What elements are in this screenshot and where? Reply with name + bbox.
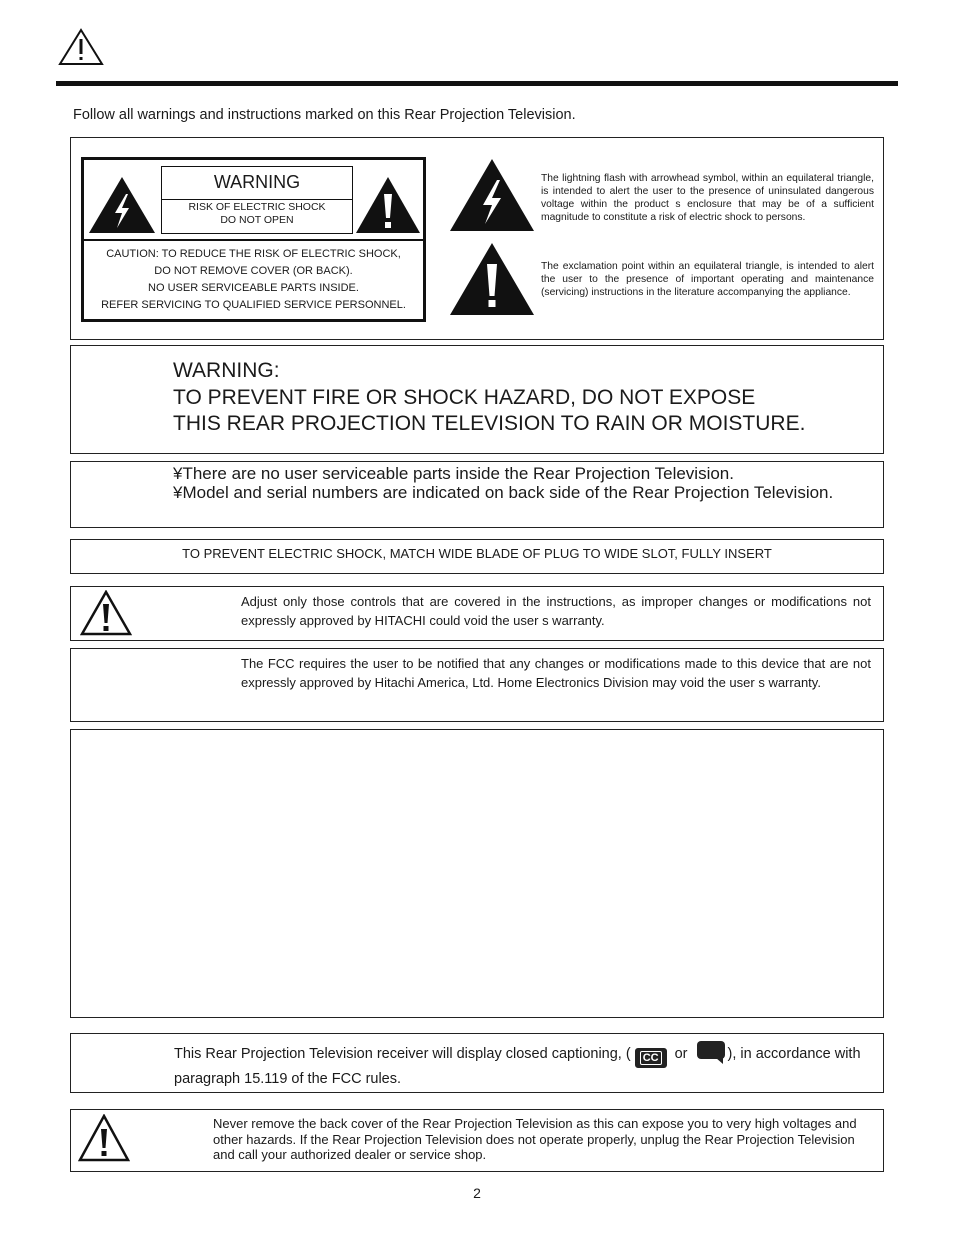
cc-icon-label: CC [640,1051,662,1065]
label-caption [84,246,423,314]
plug-box [70,539,884,574]
warning-box [161,166,353,234]
cc-text-before: This Rear Projection Television receiver will display closed captioning, ( [174,1046,631,1062]
cc-text-after: ), in accordance with paragraph 15.119 of the FCC rules. [174,1046,861,1087]
blank-box [70,729,884,1018]
label-divider [84,239,423,241]
header-rule [56,81,898,86]
closed-caption-text [174,1040,874,1089]
cc-icon [635,1048,667,1068]
back-cover-text: Never remove the back cover of the Rear Projection Television as this can expose you to very high voltages and other hazards. If the Rear Projection Television does not operate properly, unplug the Rear Projection Television and call your authorized dealer or service shop. [213,1116,857,1162]
adjust-text: Adjust only those controls that are covered in the instructions, as improper changes or modifications not expressly approved by HITACHI could void the user s warranty. [241,594,871,628]
caption-line: NO USER SERVICEABLE PARTS INSIDE. [148,282,359,294]
lightning-symbol-icon [449,158,535,232]
note-item: ¥There are no user serviceable parts inside the Rear Projection Television. [173,464,734,483]
notes-list [173,465,863,502]
warning-title: WARNING [162,167,352,200]
back-cover-warning-icon [78,1114,130,1162]
fcc-text: The FCC requires the user to be notified that any changes or modifications made to this device that are not expressly approved by Hitachi America, Ltd. Home Electronics Division may void the user s warranty. [241,656,871,690]
lightning-triangle-icon [88,176,156,234]
note-item: ¥Model and serial numbers are indicated on back side of the Rear Projection Television. [173,482,834,502]
warning-sub-line: RISK OF ELECTRIC SHOCK [188,201,326,213]
warning-subtitle [162,201,352,227]
warning-heading: WARNING: [173,359,280,382]
moisture-warning [173,358,805,438]
caption-line: CAUTION: TO REDUCE THE RISK OF ELECTRIC SHOCK, [106,248,401,260]
cc-text-or: or [670,1046,692,1062]
exclamation-symbol-icon [449,242,535,316]
exclamation-description: The exclamation point within an equilateral triangle, is intended to alert the user to the presence of important operating and maintenance (servicing) instructions in the literature accompanying the appliance. [541,261,874,298]
header-warning-icon [58,28,104,66]
speech-bubble-icon [696,1040,726,1070]
exclamation-triangle-icon [355,176,421,234]
caption-line: REFER SERVICING TO QUALIFIED SERVICE PERSONNEL. [101,299,406,311]
plug-warning: TO PREVENT ELECTRIC SHOCK, MATCH WIDE BLADE OF PLUG TO WIDE SLOT, FULLY INSERT [182,546,772,561]
page-number: 2 [473,1185,481,1201]
warning-line: THIS REAR PROJECTION TELEVISION TO RAIN OR MOISTURE. [173,412,806,435]
warning-line: TO PREVENT FIRE OR SHOCK HAZARD, DO NOT EXPOSE [173,385,756,409]
lightning-description: The lightning flash with arrowhead symbol, within an equilateral triangle, is intended to alert the user to the presence of uninsulated dangerous voltage within the product s enclosure that may be of a sufficient magnitude to constitute a risk of electric shock to persons. [541,173,874,223]
caption-line: DO NOT REMOVE COVER (OR BACK). [154,265,353,277]
caution-label [81,157,426,322]
warning-sub-line: DO NOT OPEN [220,214,294,226]
intro-text: Follow all warnings and instructions marked on this Rear Projection Television. [73,107,576,123]
adjust-warning-icon [80,590,132,636]
